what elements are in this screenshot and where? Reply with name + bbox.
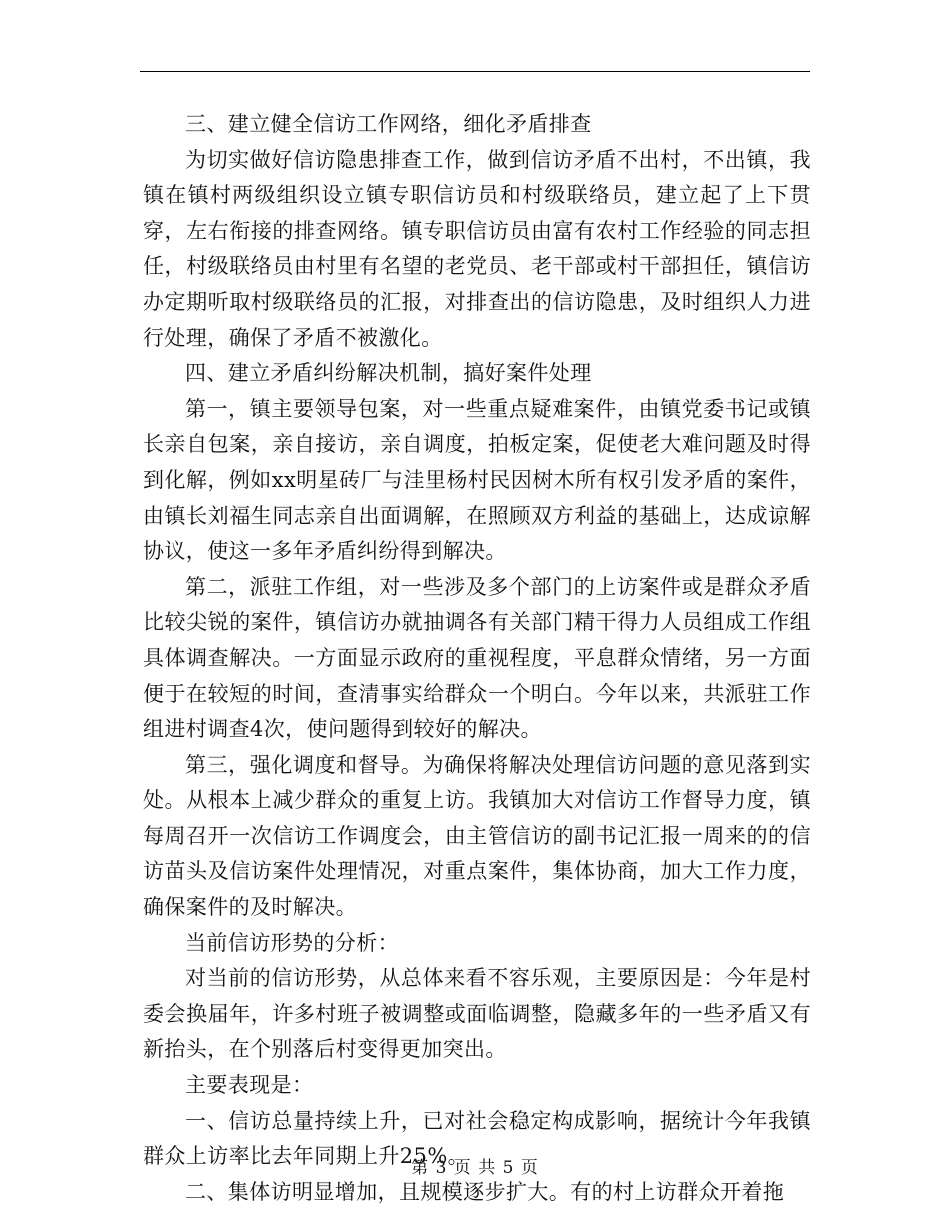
page-number-footer: 第 3 页 共 5 页	[411, 1158, 539, 1178]
paragraph-network: 为切实做好信访隐患排查工作，做到信访矛盾不出村，不出镇，我镇在镇村两级组织设立镇专职信访员和村级联络员，建立起了上下贯穿，左右衔接的排查网络。镇专职信访员由富有农村工作经验的同志担任，村级联络员由村里有名望的老党员、老干部或村干部担任，镇信访办定期听取村级联络员的汇报，对排查出的信访隐患，及时组织人力进行处理，确保了矛盾不被激化。	[143, 147, 811, 350]
heading-section-3: 三、建立健全信访工作网络，细化矛盾排查	[185, 112, 592, 136]
paragraph-item-2: 二、集体访明显增加，且规模逐步扩大。有的村上访群众开着拖	[185, 1179, 785, 1204]
document-body	[143, 107, 811, 1210]
paragraph-analysis: 对当前的信访形势，从总体来看不容乐观，主要原因是：今年是村委会换届年，许多村班子被调整或面临调整，隐藏多年的一些矛盾又有新抬头，在个别落后村变得更加突出。	[143, 966, 811, 1062]
paragraph-third: 第三，强化调度和督导。为确保将解决处理信访问题的意见落到实处。从根本上减少群众的重复上访。我镇加大对信访工作督导力度，镇每周召开一次信访工作调度会，由主管信访的副书记汇报一周来的的信访苗头及信访案件处理情况，对重点案件，集体协商，加大工作力度，确保案件的及时解决。	[143, 752, 811, 920]
heading-section-4: 四、建立矛盾纠纷解决机制，搞好案件处理	[185, 361, 592, 386]
header-rule	[140, 71, 810, 72]
paragraph-first: 第一，镇主要领导包案，对一些重点疑难案件，由镇党委书记或镇长亲自包案，亲自接访，亲自调度，拍板定案，促使老大难问题及时得到化解，例如xx明星砖厂与洼里杨村民因树木所有权引发矛盾的案件，由镇长刘福生同志亲自出面调解，在照顾双方利益的基础上，达成谅解协议，使这一多年矛盾纠纷得到解决。	[143, 396, 811, 564]
paragraph-item-1: 一、信访总量持续上升，已对社会稳定构成影响，据统计今年我镇群众上访率比去年同期上升25%。	[143, 1108, 811, 1169]
heading-analysis: 当前信访形势的分析：	[185, 930, 399, 955]
heading-manifestations: 主要表现是：	[185, 1073, 314, 1098]
paragraph-second: 第二，派驻工作组，对一些涉及多个部门的上访案件或是群众矛盾比较尖锐的案件，镇信访办就抽调各有关部门精干得力人员组成工作组具体调查解决。一方面显示政府的重视程度，平息群众情绪，另一方面便于在较短的时间，查清事实给群众一个明白。今年以来，共派驻工作组进村调查4次，使问题得到较好的解决。	[143, 574, 811, 742]
